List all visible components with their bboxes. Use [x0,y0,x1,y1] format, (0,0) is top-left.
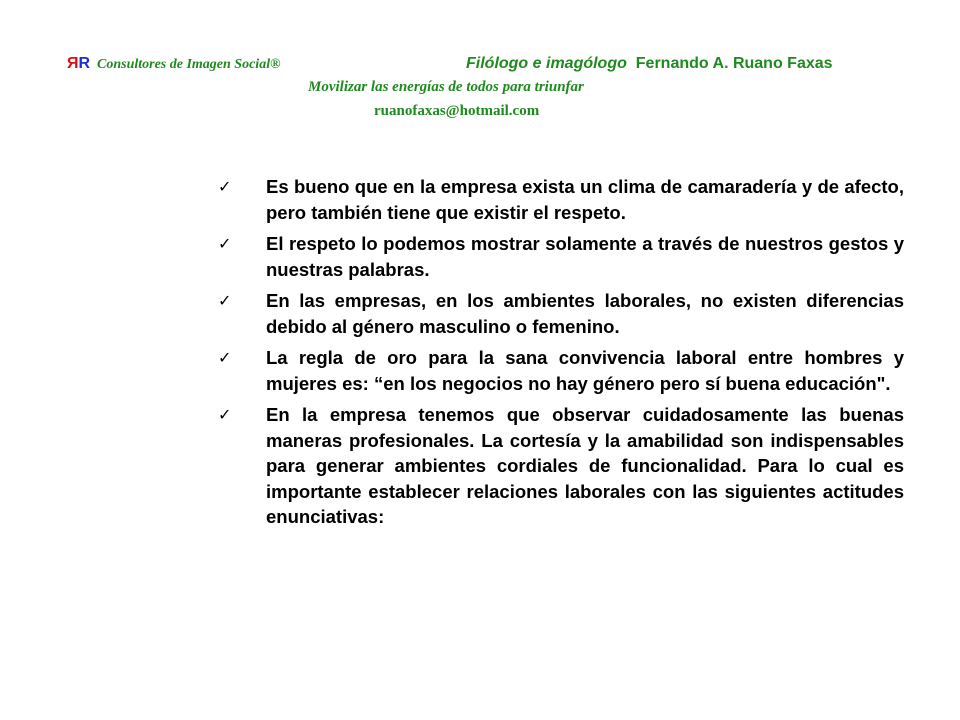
bullet-text: El respeto lo podemos mostrar solamente a través de nuestros gestos y nuestras palabras. [266,233,904,280]
checkmark-icon: ✓ [218,234,232,253]
checkmark-icon: ✓ [218,177,232,196]
logo-letter-r-reversed: Я [67,55,79,72]
company-name: Consultores de Imagen Social® [97,57,281,72]
logo-letter-r: R [78,55,91,72]
checkmark-icon: ✓ [218,348,232,367]
list-item [218,288,904,339]
checkmark-icon: ✓ [218,405,232,424]
header [67,55,907,79]
bullet-text: En las empresas, en los ambientes laborales, no existen diferencias debido al género masculino o femenino. [266,290,904,337]
company-logo [67,55,90,73]
list-item [218,231,904,282]
slogan: Movilizar las energías de todos para triunfar [308,79,584,95]
bullet-text: La regla de oro para la sana convivencia laboral entre hombres y mujeres es: “en los negocios no hay género pero sí buena educación". [266,347,904,394]
author-name: Fernando A. Ruano Faxas [635,55,833,72]
bullet-list [218,174,904,536]
list-item [218,402,904,530]
list-item [218,345,904,396]
contact-email: ruanofaxas@hotmail.com [374,103,540,119]
bullet-text: Es bueno que en la empresa exista un clima de camaradería y de afecto, pero también tiene que existir el respeto. [266,176,904,223]
author-title [466,55,833,73]
bullet-text: En la empresa tenemos que observar cuidadosamente las buenas maneras profesionales. La cortesía y la amabilidad son indispensables para generar ambientes cordiales de funcionalidad. Para lo cual es importante establecer relaciones laborales con las siguientes actitudes enunciativas: [266,404,904,527]
author-role: Filólogo e imagólogo [466,55,627,72]
list-item [218,174,904,225]
checkmark-icon: ✓ [218,291,232,310]
